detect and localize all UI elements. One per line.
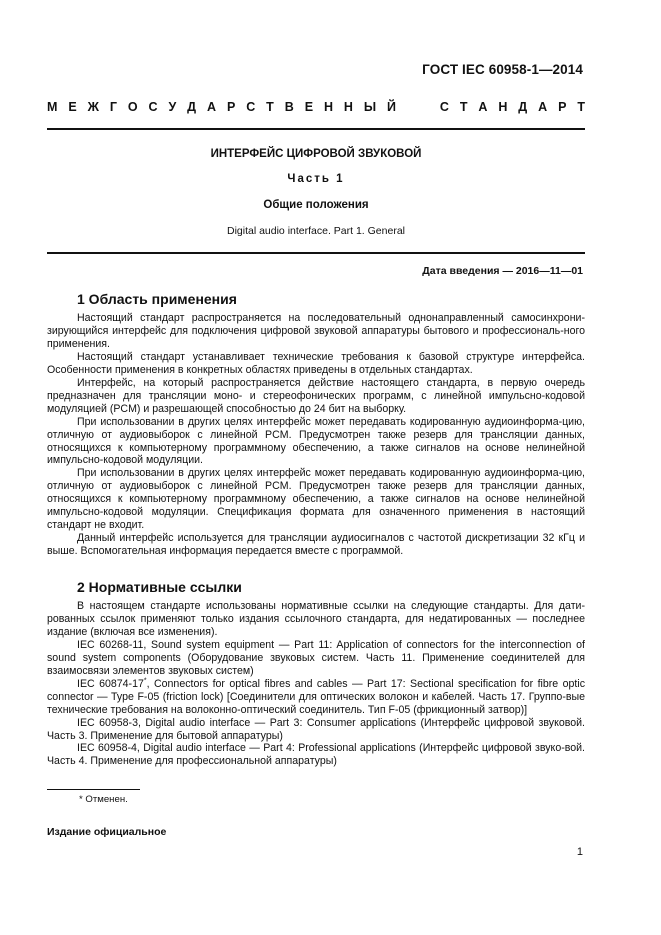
page-number: 1 bbox=[576, 846, 583, 858]
banner-letter: Н bbox=[498, 100, 508, 114]
banner-letter: Е bbox=[304, 100, 314, 114]
banner-letter: А bbox=[538, 100, 548, 114]
reference-text: , Connectors for optical fibres and cables — Part 17: Sectional specification for fibre optic connector — Type F-05 (friction lock) [Соединители для оптических волокон и кабелей. Часть 17. Группо-вые технические требования на волоконно-оптический соединитель. Тип F-05 (фрикционный затвор)] bbox=[47, 677, 585, 716]
reference-paragraph bbox=[47, 678, 585, 717]
paragraph: При использовании в других целях интерфейс может передавать кодированную аудиоинформа-цию, отличную от аудиовыборок с линейной PCM. Предусмотрен также резерв для трансляции данных, относящихся к компьютерному программному обеспечению, а также сигналов на основе нелинейной импульсно-кодовой модуляции. Спецификация формата для означенного применения в настоящий стандарт не входит. bbox=[47, 467, 585, 532]
banner-letter: В bbox=[284, 100, 294, 114]
official-edition-label: Издание официальное bbox=[47, 826, 167, 838]
introduction-date: Дата введения — 2016—11—01 bbox=[422, 265, 583, 277]
banner-letter: Р bbox=[226, 100, 236, 114]
document-id: ГОСТ IEC 60958-1—2014 bbox=[422, 62, 583, 77]
section-1-body bbox=[47, 312, 585, 558]
banner-letter: Т bbox=[266, 100, 274, 114]
banner-letter: Ы bbox=[363, 100, 377, 114]
banner-letter: Т bbox=[459, 100, 468, 114]
banner-letter: Д bbox=[518, 100, 528, 114]
standard-subtitle: Общие положения bbox=[263, 199, 369, 211]
section-2-body bbox=[47, 600, 585, 768]
banner-letter: Г bbox=[109, 100, 117, 114]
reference-paragraph: IEC 60268-11, Sound system equipment — Part 11: Application of connectors for the interconnection of sound system components (Оборудование звуковых систем. Часть 11. Применение соединителей для взаимосвязи элементов звуковых систем) bbox=[47, 638, 585, 677]
section-1-heading: 1 Область применения bbox=[77, 291, 237, 307]
reference-paragraph: IEC 60958-3, Digital audio interface — Part 3: Consumer applications (Интерфейс цифровой звуковой. Часть 3. Применение для бытовой аппаратуры) bbox=[47, 716, 585, 742]
banner-letter: Т bbox=[577, 100, 585, 114]
banner-letter: С bbox=[439, 100, 449, 114]
banner-letter: О bbox=[127, 100, 138, 114]
standard-title: ИНТЕРФЕЙС ЦИФРОВОЙ ЗВУКОВОЙ bbox=[210, 148, 422, 160]
banner-letter: Р bbox=[558, 100, 567, 114]
reference-paragraph: IEC 60958-4, Digital audio interface — Part 4: Professional applications (Интерфейс цифровой звуко-вой. Часть 4. Применение для профессиональной аппаратуры) bbox=[47, 742, 585, 768]
footnote: * Отменен. bbox=[79, 794, 128, 805]
part-label: Часть 1 bbox=[287, 173, 345, 185]
header-rule bbox=[47, 128, 585, 130]
footnote-mark: * bbox=[143, 677, 147, 685]
banner-letter: Ж bbox=[87, 100, 99, 114]
section-2-heading: 2 Нормативные ссылки bbox=[77, 579, 242, 595]
banner-letter: Н bbox=[343, 100, 353, 114]
banner-letter: С bbox=[148, 100, 158, 114]
reference-code: IEC 60874-17 bbox=[77, 677, 144, 690]
title-rule bbox=[47, 252, 585, 254]
banner-gap bbox=[407, 100, 429, 114]
banner-letter: У bbox=[168, 100, 177, 114]
paragraph: Данный интерфейс используется для трансляции аудиосигналов с частотой дискретизации 32 кГц и выше. Вспомогательная информация передается вместе с программой. bbox=[47, 532, 585, 558]
banner-letter: А bbox=[207, 100, 217, 114]
paragraph: Настоящий стандарт устанавливает технические требования к базовой структуре интерфейса. Особенности применения в конкретных областях приведены в отдельных стандартах. bbox=[47, 350, 585, 376]
paragraph: При использовании в других целях интерфейс может передавать кодированную аудиоинформа-цию, отличную от аудиовыборок с линейной PCM. Предусмотрен также резерв для трансляции данных, относящихся к компьютерному программному обеспечению, а также сигналов на основе нелинейной импульсно-кодовой модуляции. bbox=[47, 415, 585, 467]
english-title: Digital audio interface. Part 1. General bbox=[226, 225, 405, 237]
banner-letter: А bbox=[478, 100, 488, 114]
banner-letter: Н bbox=[323, 100, 333, 114]
banner-letter: Й bbox=[387, 100, 397, 114]
standard-banner bbox=[47, 100, 585, 114]
paragraph: Настоящий стандарт распространяется на последовательный однонаправленный самосинхрони-зирующийся интерфейс для подключения цифровой звуковой аппаратуры бытового и профессиональ-ного применения. bbox=[47, 312, 585, 350]
footnote-rule bbox=[47, 789, 140, 790]
paragraph: В настоящем стандарте использованы нормативные ссылки на следующие стандарты. Для дати-рованных ссылок применяют только издания ссылочного стандарта, для недатированных — последнее издание (включая все изменения). bbox=[47, 600, 585, 638]
banner-letter: Д bbox=[187, 100, 197, 114]
banner-letter: М bbox=[47, 100, 58, 114]
paragraph: Интерфейс, на который распространяется действие настоящего стандарта, в первую очередь предназначен для трансляции моно- и стереофонических программ, с линейной импульсно-кодовой модуляцией (PCM) и разрешающей способностью до 24 бит на выборку. bbox=[47, 376, 585, 415]
banner-letter: Е bbox=[68, 100, 77, 114]
banner-letter: С bbox=[246, 100, 256, 114]
